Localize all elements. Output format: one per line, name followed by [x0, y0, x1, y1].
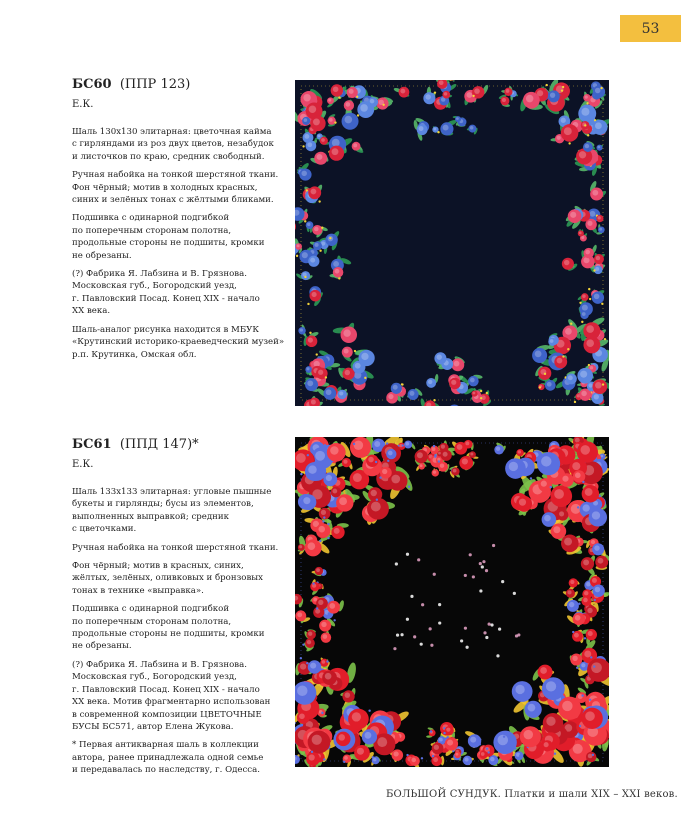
entry-code: БС61 [72, 437, 112, 452]
entry-title [72, 437, 287, 452]
entry-bs61 [72, 437, 287, 783]
page-number: 53 [620, 15, 681, 42]
origin-paragraph: (?) Фабрика Я. Лабзина и В. Грязнова. Московская губ., Богородский уезд, г. Павловский Посад. Конец XIX - начало XX века. Мотив фрагментарно использован в современной композиции ЦВЕТОЧНЫЕ БУСЫ БС571, автор Елена Жукова. [72, 659, 271, 732]
entry-ref: (ППД 147)* [119, 437, 199, 452]
page-footer: БОЛЬШОЙ СУНДУК. Платки и шали XIX – XXI веков. [386, 789, 678, 800]
entry-code: БС60 [72, 77, 112, 92]
analog-paragraph: Шаль-аналог рисунка находится в МБУК «Крутинский историко-краеведческий музей» р.п. Крутинка, Омская обл. [72, 324, 285, 360]
shawl-image-bs61 [295, 437, 609, 767]
colors-paragraph: Фон чёрный; мотив в красных, синих, жёлтых, зелёных, оливковых и бронзовых тонах в технике «выправка». [72, 561, 263, 596]
technique-paragraph: Ручная набойка на тонкой шерстяной ткани. [72, 542, 279, 553]
entry-author: Е.К. [72, 99, 94, 110]
technique-paragraph: Ручная набойка на тонкой шерстяной ткани. Фон чёрный; мотив в холодных красных, синих и зелёных тонах с жёлтыми бликами. [72, 170, 279, 206]
hem-paragraph: Подшивка с одинарной подгибкой по поперечным сторонам полотна, продольные стороны не подшиты, кромки не обрезаны. [72, 604, 265, 652]
description-paragraph: Шаль 133х133 элитарная: угловые пышные букеты и гирлянды; бусы из элементов, выполненных выправкой; средник с цветочками. [72, 487, 272, 535]
description-paragraph: Шаль 130х130 элитарная: цветочная кайма с гирляндами из роз двух цветов, незабудок и листочков по краю, средник свободный. [72, 127, 274, 162]
hem-paragraph: Подшивка с одинарной подгибкой по поперечным сторонам полотна, продольные стороны не подшиты, кромки не обрезаны. [72, 213, 265, 261]
footnote-paragraph: * Первая антикварная шаль в коллекции автора, ранее принадлежала одной семье и передавалась по наследству, г. Одесса. [72, 740, 264, 776]
shawl-image-bs60 [295, 80, 609, 406]
origin-paragraph: (?) Фабрика Я. Лабзина и В. Грязнова. Московская губ., Богородский уезд, г. Павловский Посад. Конец XIX - начало XX века. [72, 269, 260, 317]
entry-title [72, 77, 287, 92]
entry-author: Е.К. [72, 459, 94, 470]
entry-bs60 [72, 77, 287, 367]
entry-ref: (ППР 123) [119, 77, 191, 92]
